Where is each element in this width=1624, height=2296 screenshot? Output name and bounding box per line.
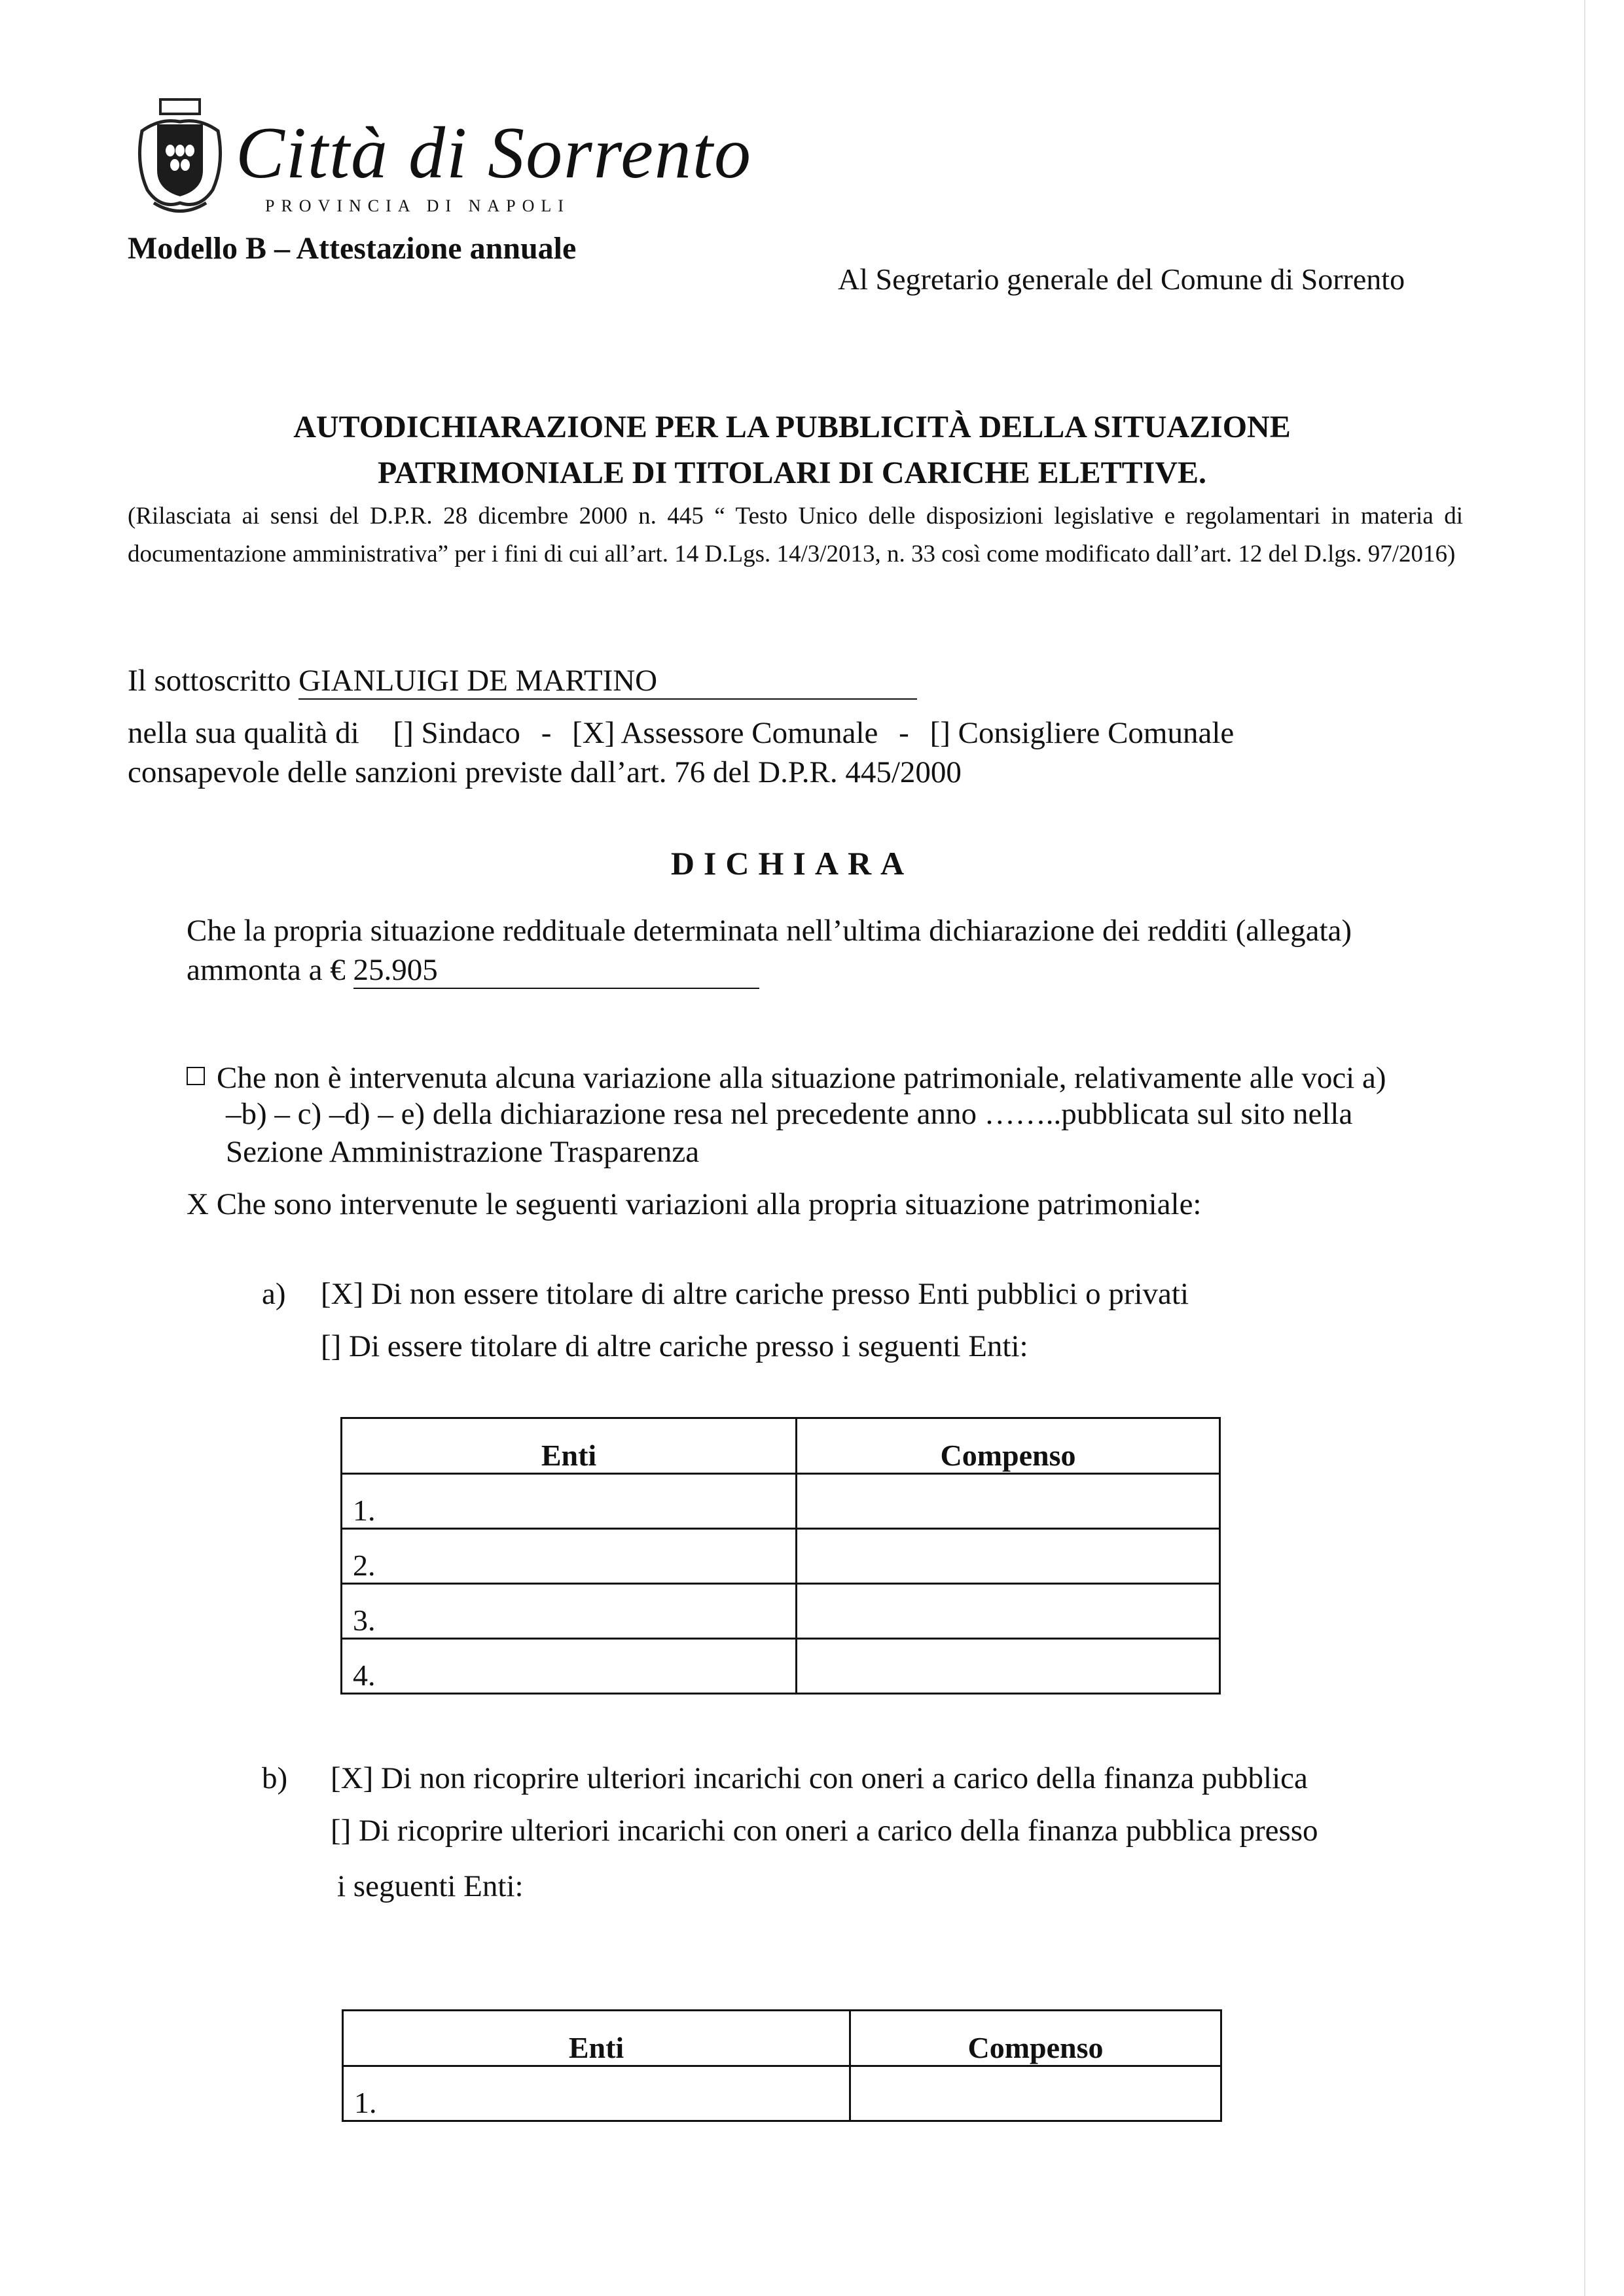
section-b-option-yes: [X] Di non ricoprire ulteriori incarichi con oneri a carico della finanza pubblica bbox=[331, 1761, 1308, 1795]
no-change-option bbox=[187, 1060, 1386, 1096]
table-row bbox=[342, 1474, 1220, 1529]
declarant-label: Il sottoscritto bbox=[128, 664, 291, 698]
compenso-cell[interactable] bbox=[797, 1584, 1220, 1639]
col-enti: Enti bbox=[342, 1418, 797, 1474]
income-line2 bbox=[187, 952, 759, 989]
compenso-cell[interactable] bbox=[797, 1639, 1220, 1694]
declarant-name: GIANLUIGI DE MARTINO bbox=[298, 664, 658, 698]
row-number: 1. bbox=[342, 1474, 797, 1529]
legal-reference: (Rilasciata ai sensi del D.P.R. 28 dicembre 2000 n. 445 “ Testo Unico delle disposizioni legislative e regolamentari in materia di documentazione amministrativa” per i fini di cui all’art. 14 D.Lgs. 14/3/2013, n. 33 così come modificato dall’art. 12 del D.lgs. 97/2016) bbox=[128, 503, 1463, 567]
income-line1: Che la propria situazione reddituale determinata nell’ultima dichiarazione dei redditi (allegata) bbox=[187, 914, 1352, 948]
province-label: PROVINCIA DI NAPOLI bbox=[265, 196, 570, 215]
changes-line: X Che sono intervenute le seguenti variazioni alla propria situazione patrimoniale: bbox=[187, 1187, 1202, 1221]
section-a-option-yes: [X] Di non essere titolare di altre cariche presso Enti pubblici o privati bbox=[321, 1277, 1189, 1311]
city-crest-logo bbox=[134, 98, 226, 216]
role-intro: nella sua qualità di bbox=[128, 716, 359, 750]
document-title-line2: PATRIMONIALE DI TITOLARI DI CARICHE ELETTIVE. bbox=[377, 456, 1207, 490]
section-b-option-no-cont: i seguenti Enti: bbox=[337, 1869, 524, 1903]
table-row bbox=[342, 1639, 1220, 1694]
role-consigliere: [] Consigliere Comunale bbox=[929, 716, 1235, 750]
city-name-script: Città di Sorrento bbox=[236, 113, 753, 194]
row-number: 2. bbox=[342, 1529, 797, 1584]
role-sindaco: [] Sindaco bbox=[393, 716, 520, 750]
col-compenso: Compenso bbox=[850, 2011, 1221, 2066]
table-row bbox=[342, 1529, 1220, 1584]
income-prefix: ammonta a € bbox=[187, 953, 353, 987]
no-change-line2: –b) – c) –d) – e) della dichiarazione resa nel precedente anno ……..pubblicata sul sito nella bbox=[226, 1097, 1353, 1131]
declarant-name-field bbox=[298, 663, 917, 700]
page-edge bbox=[1584, 0, 1585, 2296]
table-header-row bbox=[342, 1418, 1220, 1474]
section-a-option-no: [] Di essere titolare di altre cariche presso i seguenti Enti: bbox=[321, 1329, 1028, 1363]
compenso-cell[interactable] bbox=[850, 2066, 1221, 2121]
declaration-heading: DICHIARA bbox=[670, 845, 914, 882]
col-compenso: Compenso bbox=[797, 1418, 1220, 1474]
no-change-checkbox[interactable] bbox=[187, 1067, 205, 1085]
no-change-line3: Sezione Amministrazione Trasparenza bbox=[226, 1135, 700, 1169]
section-a-label: a) bbox=[262, 1277, 286, 1311]
declarant-line bbox=[128, 663, 917, 700]
table-header-row bbox=[343, 2011, 1221, 2066]
row-number: 1. bbox=[343, 2066, 850, 2121]
section-b-table bbox=[342, 2009, 1222, 2122]
table-row bbox=[343, 2066, 1221, 2121]
row-number: 4. bbox=[342, 1639, 797, 1694]
table-row bbox=[342, 1584, 1220, 1639]
section-a-table bbox=[340, 1417, 1221, 1695]
sanctions-line: consapevole delle sanzioni previste dall’art. 76 del D.P.R. 445/2000 bbox=[128, 755, 962, 789]
income-field bbox=[353, 952, 759, 989]
no-change-line1: Che non è intervenuta alcuna variazione alla situazione patrimoniale, relativamente alle voci a) bbox=[217, 1061, 1386, 1095]
role-separator: - bbox=[899, 716, 909, 750]
compenso-cell[interactable] bbox=[797, 1474, 1220, 1529]
role-separator: - bbox=[541, 716, 552, 750]
row-number: 3. bbox=[342, 1584, 797, 1639]
col-enti: Enti bbox=[343, 2011, 850, 2066]
section-b-label: b) bbox=[262, 1761, 288, 1795]
section-b-option-no: [] Di ricoprire ulteriori incarichi con oneri a carico della finanza pubblica presso bbox=[331, 1814, 1318, 1848]
income-value: 25.905 bbox=[353, 953, 438, 987]
document-title-line1: AUTODICHIARAZIONE PER LA PUBBLICITÀ DELLA SITUAZIONE bbox=[293, 410, 1291, 444]
role-assessore: [X] Assessore Comunale bbox=[572, 716, 878, 750]
recipient-line: Al Segretario generale del Comune di Sorrento bbox=[838, 262, 1405, 296]
compenso-cell[interactable] bbox=[797, 1529, 1220, 1584]
role-line bbox=[128, 715, 1234, 751]
form-model-label: Modello B – Attestazione annuale bbox=[128, 231, 577, 266]
